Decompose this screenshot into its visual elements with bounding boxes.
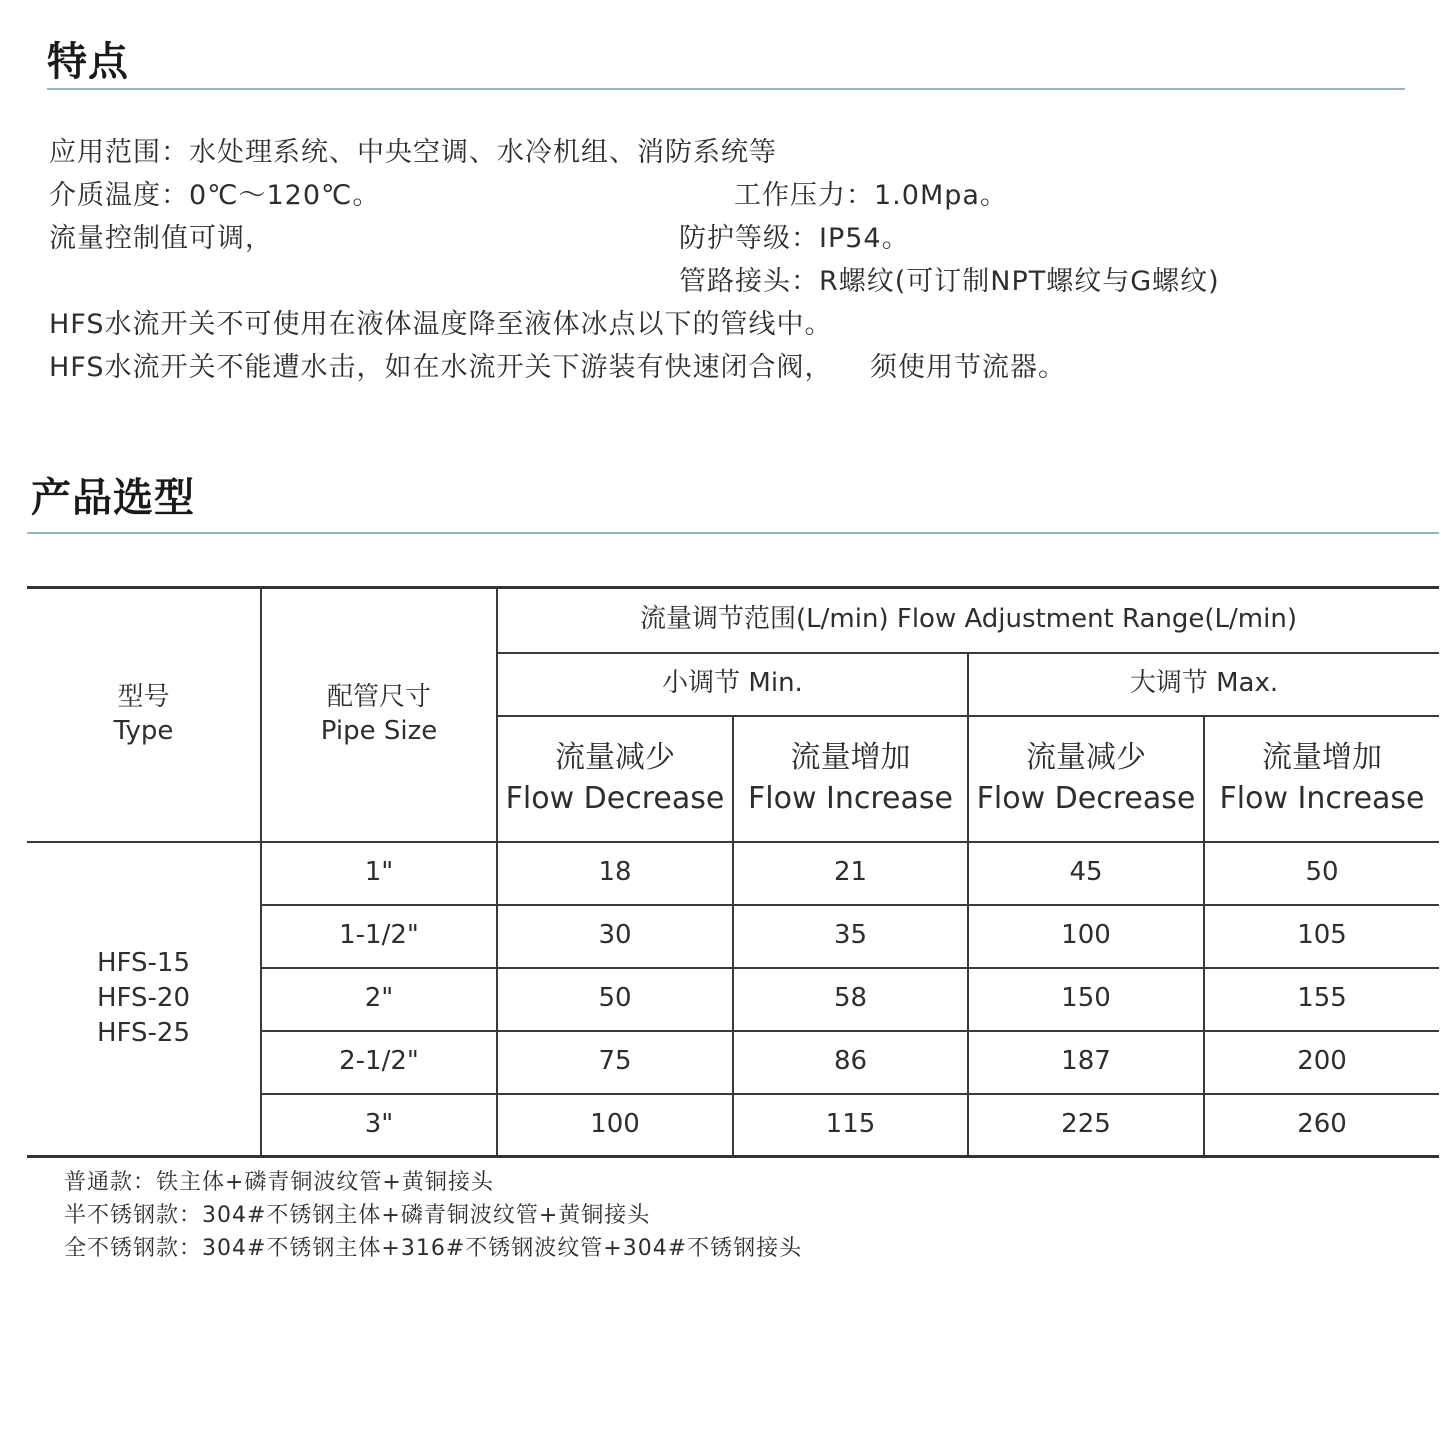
- model-item: HFS-20: [96, 983, 191, 1014]
- header-flow-range: 流量调节范围(L/min) Flow Adjustment Range(L/min): [497, 588, 1439, 653]
- header-min-decrease: [497, 716, 733, 842]
- protection-level: 防护等级：IP54。: [679, 223, 910, 254]
- features-title: 特点: [47, 38, 129, 85]
- note-standard: 普通款：铁主体+磷青铜波纹管+黄铜接头: [64, 1170, 494, 1195]
- sub-decrease-en: Flow Decrease: [505, 780, 725, 816]
- selection-title: 产品选型: [31, 474, 195, 521]
- header-type-cn: 型号: [117, 681, 170, 712]
- min-increase-cell: 115: [733, 1094, 968, 1157]
- table-row: [27, 842, 1439, 905]
- note-semi-stainless: 半不锈钢款：304#不锈钢主体+磷青铜波纹管+黄铜接头: [64, 1203, 651, 1228]
- min-decrease-cell: 75: [497, 1031, 733, 1094]
- warning-freeze: HFS水流开关不可使用在液体温度降至液体冰点以下的管线中。: [49, 309, 833, 340]
- min-increase-cell: 35: [733, 905, 968, 968]
- min-decrease-cell: 100: [497, 1094, 733, 1157]
- max-increase-cell: 200: [1204, 1031, 1439, 1094]
- max-increase-cell: 105: [1204, 905, 1439, 968]
- header-max-decrease: [968, 716, 1204, 842]
- sub-increase-en: Flow Increase: [748, 780, 953, 816]
- pipe-size-cell: 2-1/2": [261, 1031, 497, 1094]
- warning-water-hammer: HFS水流开关不能遭水击，如在水流开关下游装有快速闭合阀，: [49, 352, 833, 383]
- medium-temperature: 介质温度：0℃～120℃。: [49, 180, 381, 211]
- min-decrease-cell: 50: [497, 968, 733, 1031]
- pipe-size-cell: 1": [261, 842, 497, 905]
- header-min-adjust: 小调节 Min.: [497, 653, 968, 716]
- warning-throttle: 须使用节流器。: [870, 352, 1066, 383]
- sub-decrease-cn: 流量减少: [1026, 740, 1146, 775]
- min-increase-cell: 58: [733, 968, 968, 1031]
- header-max-adjust: 大调节 Max.: [968, 653, 1439, 716]
- header-pipe-size: [261, 588, 497, 842]
- min-increase-cell: 21: [733, 842, 968, 905]
- max-decrease-cell: 45: [968, 842, 1204, 905]
- header-max-increase: [1204, 716, 1439, 842]
- features-divider: [47, 88, 1405, 90]
- min-increase-cell: 86: [733, 1031, 968, 1094]
- pipe-size-cell: 2": [261, 968, 497, 1031]
- sub-decrease-en: Flow Decrease: [976, 780, 1196, 816]
- header-pipe-cn: 配管尺寸: [326, 681, 431, 712]
- selection-table: [27, 586, 1439, 1158]
- working-pressure: 工作压力：1.0Mpa。: [734, 180, 1008, 211]
- note-full-stainless: 全不锈钢款：304#不锈钢主体+316#不锈钢波纹管+304#不锈钢接头: [64, 1236, 803, 1261]
- header-type-en: Type: [113, 715, 174, 746]
- max-increase-cell: 260: [1204, 1094, 1439, 1157]
- max-decrease-cell: 187: [968, 1031, 1204, 1094]
- pipe-size-cell: 3": [261, 1094, 497, 1157]
- application-range: 应用范围：水处理系统、中央空调、水冷机组、消防系统等: [49, 137, 777, 168]
- max-decrease-cell: 225: [968, 1094, 1204, 1157]
- max-decrease-cell: 150: [968, 968, 1204, 1031]
- sub-increase-cn: 流量增加: [1262, 740, 1382, 775]
- sub-decrease-cn: 流量减少: [555, 740, 675, 775]
- pipe-joint: 管路接头：R螺纹(可订制NPT螺纹与G螺纹): [679, 266, 1220, 297]
- min-decrease-cell: 30: [497, 905, 733, 968]
- flow-adjustable: 流量控制值可调，: [49, 223, 273, 254]
- model-item: HFS-25: [96, 1018, 191, 1049]
- model-list: [27, 842, 261, 1157]
- max-increase-cell: 50: [1204, 842, 1439, 905]
- header-pipe-en: Pipe Size: [320, 715, 438, 746]
- header-min-increase: [733, 716, 968, 842]
- sub-increase-cn: 流量增加: [790, 740, 911, 775]
- min-decrease-cell: 18: [497, 842, 733, 905]
- max-increase-cell: 155: [1204, 968, 1439, 1031]
- max-decrease-cell: 100: [968, 905, 1204, 968]
- sub-increase-en: Flow Increase: [1219, 780, 1425, 816]
- header-type: [27, 588, 261, 842]
- model-item: HFS-15: [96, 948, 191, 979]
- pipe-size-cell: 1-1/2": [261, 905, 497, 968]
- selection-divider: [27, 532, 1439, 534]
